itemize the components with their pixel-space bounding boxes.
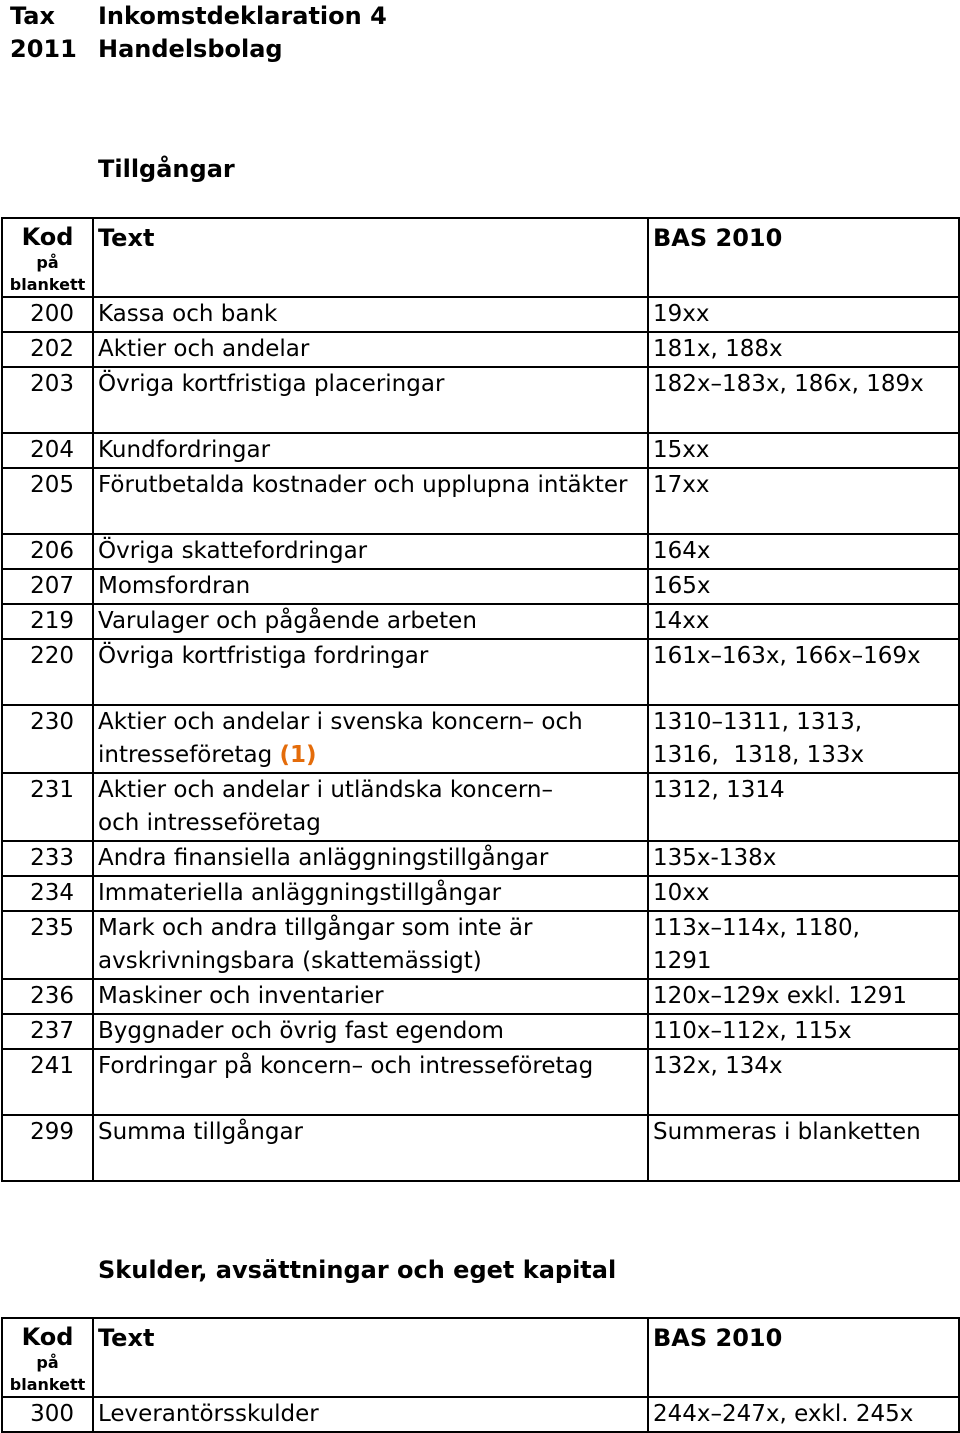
row-text: Byggnader och övrig fast egendom — [93, 1014, 648, 1049]
row-bas: 164x — [648, 534, 959, 569]
table-row — [2, 1049, 959, 1115]
header-year: 2011 — [10, 35, 77, 63]
row-text: Leverantörsskulder — [93, 1397, 648, 1432]
table-row — [2, 569, 959, 604]
footnote-marker: (1) — [279, 742, 317, 768]
row-code: 220 — [2, 639, 93, 705]
row-bas: 244x–247x, exkl. 245x — [648, 1397, 959, 1432]
row-code: 233 — [2, 841, 93, 876]
table-row — [2, 433, 959, 468]
row-bas: 1312, 1314 — [648, 773, 959, 841]
header-code-label: Kod — [21, 223, 74, 251]
row-bas: 165x — [648, 569, 959, 604]
row-code: 231 — [2, 773, 93, 841]
row-bas: 10xx — [648, 876, 959, 911]
row-bas: 17xx — [648, 468, 959, 534]
table-row — [2, 332, 959, 367]
row-code: 207 — [2, 569, 93, 604]
row-text: Förutbetalda kostnader och upplupna intäkter — [93, 468, 648, 534]
row-code: 234 — [2, 876, 93, 911]
row-text: Andra finansiella anläggningstillgångar — [93, 841, 648, 876]
header-tax: Tax — [10, 2, 55, 30]
row-code: 202 — [2, 332, 93, 367]
row-code: 237 — [2, 1014, 93, 1049]
row-text-cell — [93, 911, 648, 979]
row-code: 205 — [2, 468, 93, 534]
row-text: Övriga kortfristiga placeringar — [93, 367, 648, 433]
header-bas-label: BAS 2010 — [648, 218, 959, 297]
row-text: Kassa och bank — [93, 297, 648, 332]
row-bas: 14xx — [648, 604, 959, 639]
header-company-type: Handelsbolag — [98, 35, 283, 63]
row-text: Maskiner och inventarier — [93, 979, 648, 1014]
row-text-line: Mark och andra tillgångar som inte är — [98, 915, 533, 941]
row-text: Momsfordran — [93, 569, 648, 604]
row-bas: 182x–183x, 186x, 189x — [648, 367, 959, 433]
row-bas: 181x, 188x — [648, 332, 959, 367]
row-text: Immateriella anläggningstillgångar — [93, 876, 648, 911]
header-code-sub1: på — [36, 253, 59, 272]
table-row — [2, 979, 959, 1014]
row-code: 204 — [2, 433, 93, 468]
table-row — [2, 639, 959, 705]
table-header-row — [2, 1318, 959, 1397]
section-title-assets: Tillgångar — [98, 155, 235, 183]
section-title-liabilities: Skulder, avsättningar och eget kapital — [98, 1256, 617, 1284]
row-code: 241 — [2, 1049, 93, 1115]
row-bas-line: 1310–1311, 1313, — [653, 709, 863, 735]
table-row — [2, 604, 959, 639]
header-bas-label: BAS 2010 — [648, 1318, 959, 1397]
row-code: 300 — [2, 1397, 93, 1432]
row-code: 299 — [2, 1115, 93, 1181]
table-row — [2, 367, 959, 433]
row-code: 219 — [2, 604, 93, 639]
row-bas: 19xx — [648, 297, 959, 332]
row-text-line: avskrivningsbara (skattemässigt) — [98, 948, 482, 974]
header-form-name: Inkomstdeklaration 4 — [98, 2, 387, 30]
row-code: 230 — [2, 705, 93, 773]
row-code: 203 — [2, 367, 93, 433]
row-text-cell — [93, 705, 648, 773]
header-code-cell — [2, 1318, 93, 1397]
table-row — [2, 1115, 959, 1181]
row-text-line: och intresseföretag — [98, 810, 321, 836]
document-header-right — [98, 0, 387, 66]
table-row — [2, 705, 959, 773]
liabilities-table — [1, 1317, 960, 1433]
table-row — [2, 841, 959, 876]
row-text: Summa tillgångar — [93, 1115, 648, 1181]
row-bas: 120x–129x exkl. 1291 — [648, 979, 959, 1014]
row-bas: 161x–163x, 166x–169x — [648, 639, 959, 705]
table-row — [2, 773, 959, 841]
row-text: Aktier och andelar — [93, 332, 648, 367]
row-bas: 110x–112x, 115x — [648, 1014, 959, 1049]
row-bas-line: 1291 — [653, 948, 712, 974]
row-text-cell — [93, 773, 648, 841]
table-row — [2, 297, 959, 332]
row-code: 236 — [2, 979, 93, 1014]
header-code-label: Kod — [21, 1323, 74, 1351]
row-text: Aktier och andelar i svenska koncern– och intresseföretag — [98, 709, 583, 768]
row-code: 235 — [2, 911, 93, 979]
table-row — [2, 876, 959, 911]
table-header-row — [2, 218, 959, 297]
row-text-line: Aktier och andelar i utländska koncern– — [98, 777, 553, 803]
table-row — [2, 1014, 959, 1049]
row-code: 206 — [2, 534, 93, 569]
row-text: Varulager och pågående arbeten — [93, 604, 648, 639]
row-bas: Summeras i blanketten — [648, 1115, 959, 1181]
row-bas: 132x, 134x — [648, 1049, 959, 1115]
row-text: Övriga skattefordringar — [93, 534, 648, 569]
header-text-label: Text — [93, 1318, 648, 1397]
row-text: Fordringar på koncern– och intresseföretag — [93, 1049, 648, 1115]
table-row — [2, 1397, 959, 1432]
table-row — [2, 468, 959, 534]
row-bas: 135x-138x — [648, 841, 959, 876]
row-code: 200 — [2, 297, 93, 332]
row-text: Kundfordringar — [93, 433, 648, 468]
row-text: Övriga kortfristiga fordringar — [93, 639, 648, 705]
row-bas: 15xx — [648, 433, 959, 468]
assets-table — [1, 217, 960, 1182]
table-row — [2, 534, 959, 569]
header-code-cell — [2, 218, 93, 297]
header-code-sub2: blankett — [9, 1375, 86, 1394]
row-bas-cell — [648, 911, 959, 979]
row-bas-cell — [648, 705, 959, 773]
header-code-sub1: på — [36, 1353, 59, 1372]
row-bas-line: 1316, 1318, 133x — [653, 742, 865, 768]
document-header-left — [10, 0, 77, 66]
row-bas-line: 113x–114x, 1180, — [653, 915, 860, 941]
table-row — [2, 911, 959, 979]
header-text-label: Text — [93, 218, 648, 297]
header-code-sub2: blankett — [9, 275, 86, 294]
